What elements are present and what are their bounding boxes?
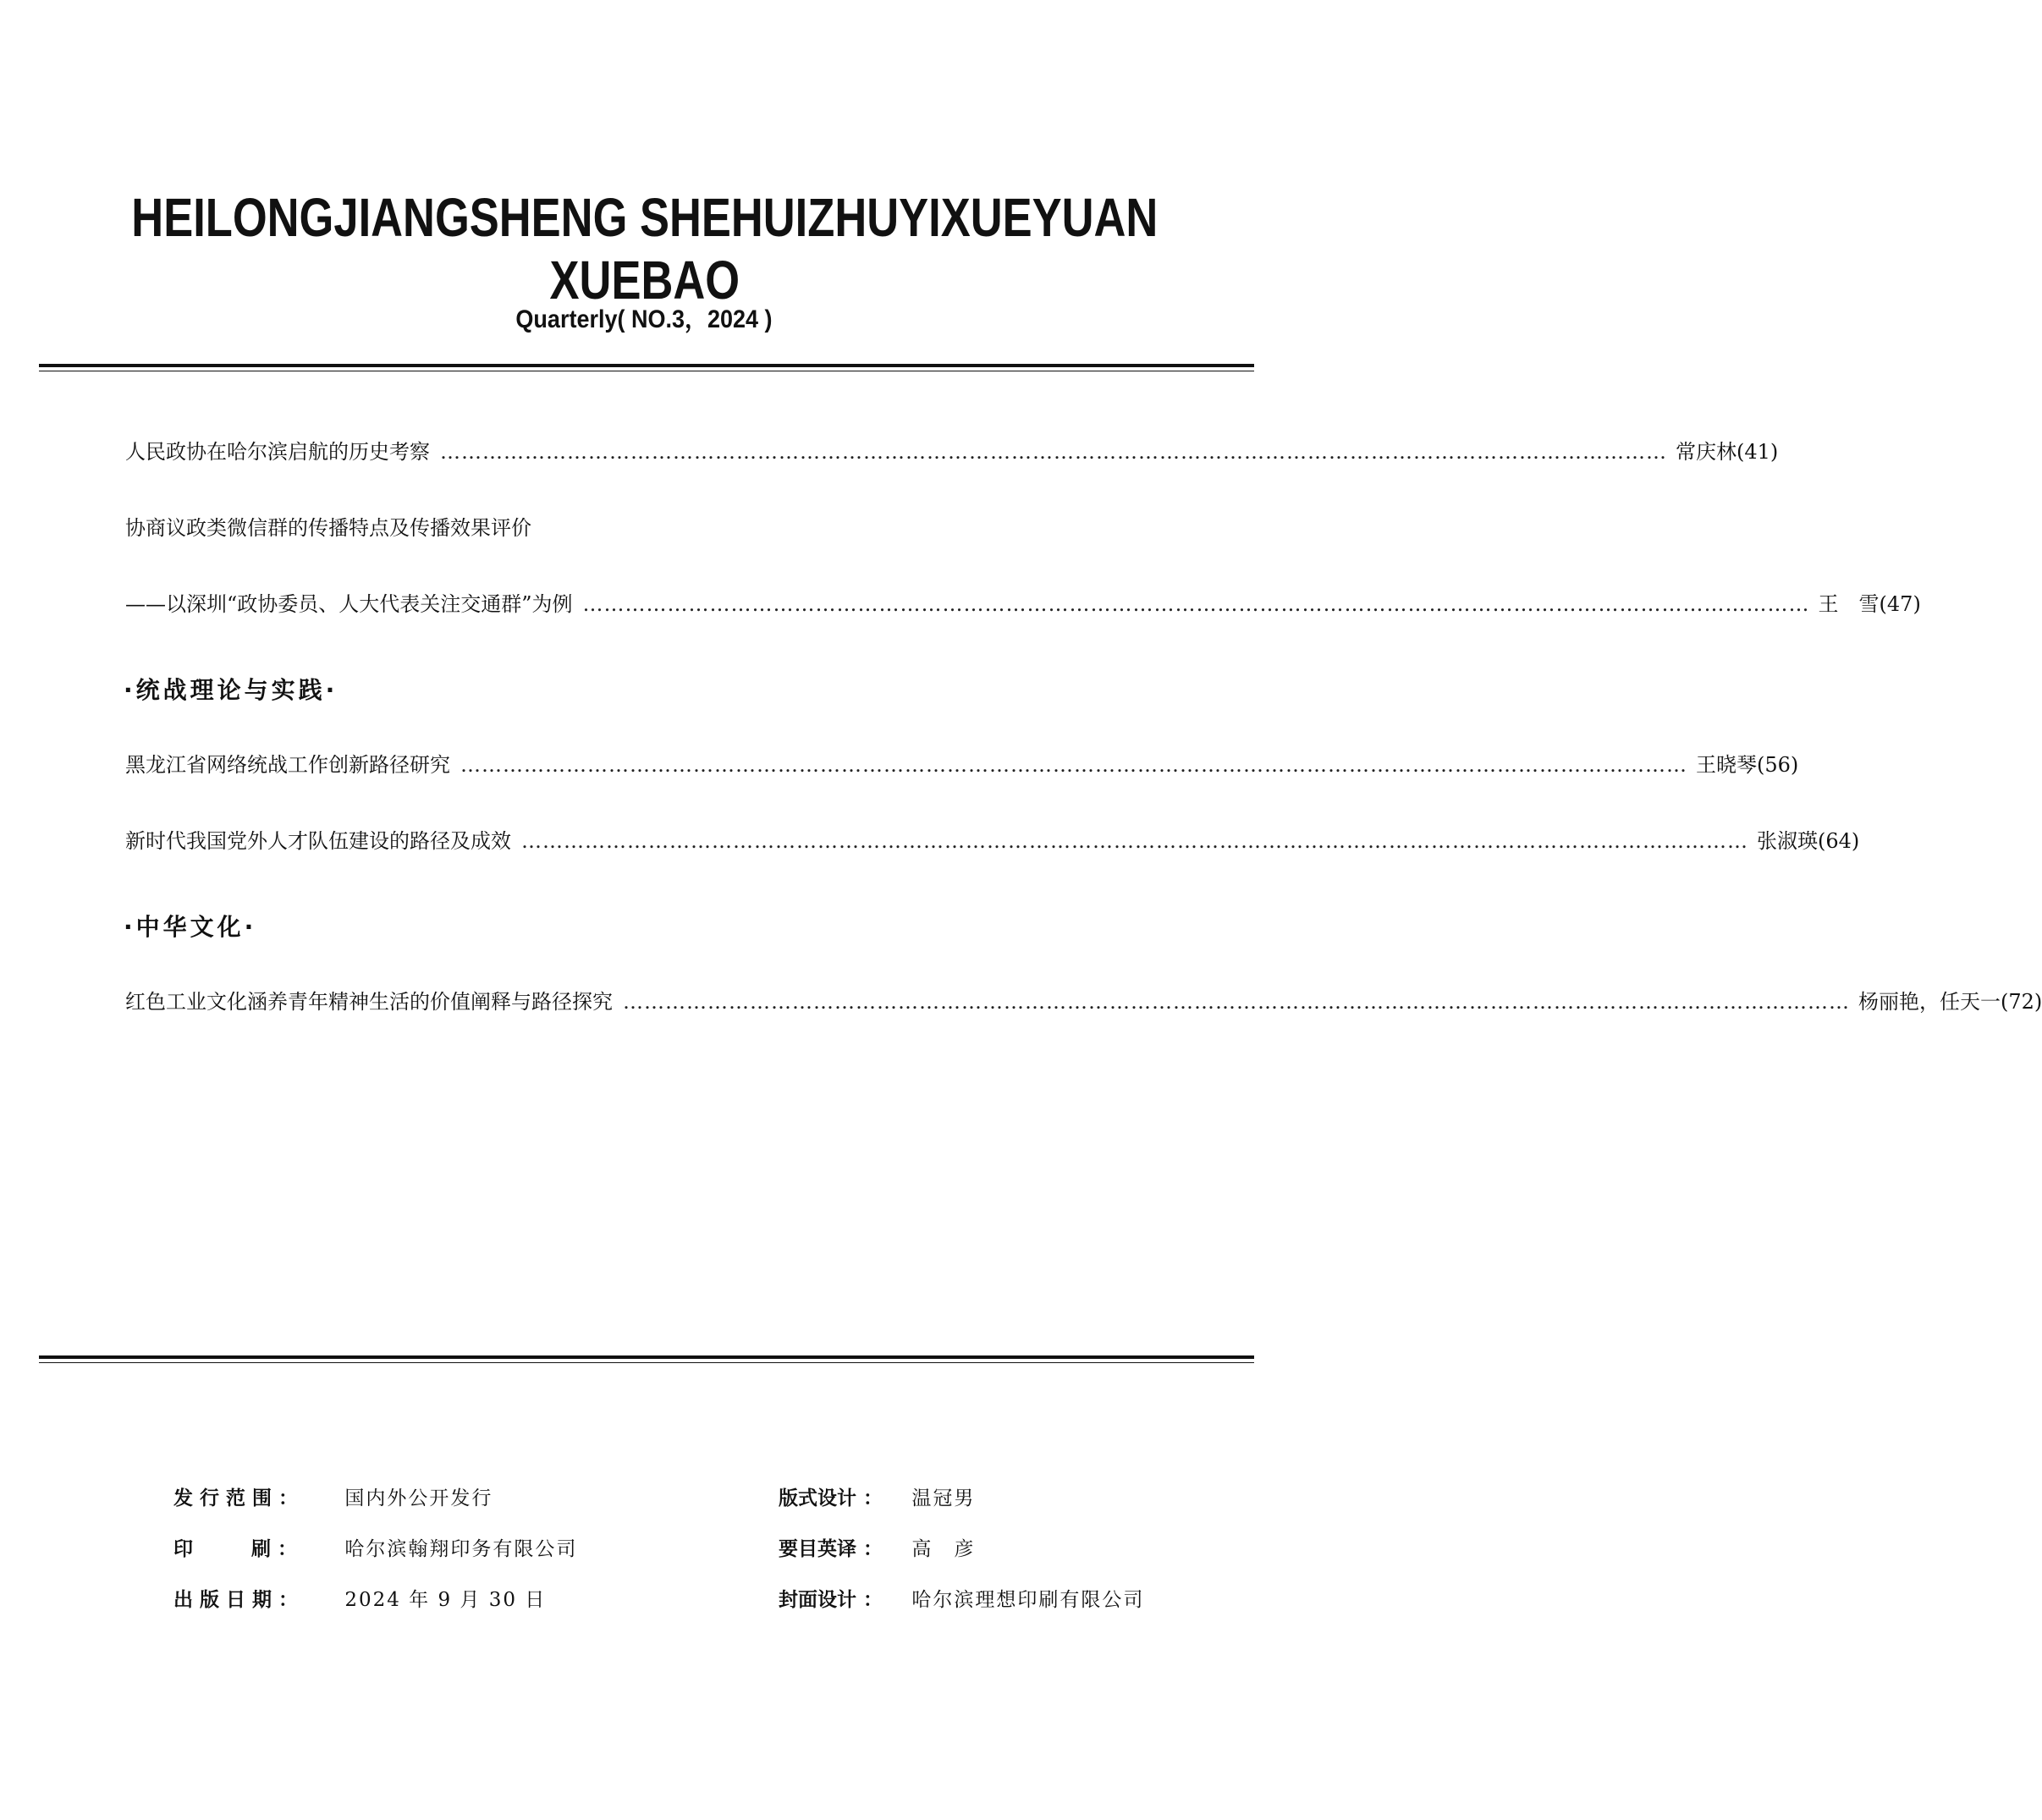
- colophon-label: 出 版 日 期 ：: [173, 1589, 299, 1611]
- colophon-row: [173, 1537, 577, 1562]
- leader-dots: …………………………………………………………………………………………………………………………………………………………: [440, 440, 1667, 464]
- leader-dots: …………………………………………………………………………………………………………………………………………………………: [460, 753, 1687, 777]
- colophon-value: 高 彦: [911, 1538, 976, 1560]
- toc-entry-author: 王晓琴(56): [1696, 753, 1799, 777]
- colophon-value: 2024 年 9 月 30 日: [344, 1589, 547, 1611]
- toc-entry-author: 张淑瑛(64): [1757, 829, 1860, 853]
- toc-entry-author: 王 雪(47): [1818, 592, 1921, 616]
- colophon-row: [173, 1587, 546, 1613]
- colophon-label: 印 刷 ：: [173, 1538, 298, 1560]
- colophon-value: 国内外公开发行: [344, 1487, 493, 1509]
- toc-entry-title: 人民政协在哈尔滨启航的历史考察: [125, 440, 430, 464]
- journal-title: HEILONGJIANGSHENG SHEHUIZHUYIXUEYUAN XUEBAO: [131, 187, 1159, 311]
- toc-entry-title: 红色工业文化涵养青年精神生活的价值阐释与路径探究: [125, 990, 613, 1014]
- colophon-row: [779, 1587, 1144, 1613]
- toc-entry: [125, 988, 2042, 1015]
- colophon-label: 封面设计 ：: [779, 1589, 883, 1611]
- colophon-row: [779, 1537, 975, 1562]
- bottom-rule-thick: [39, 1355, 1254, 1359]
- toc-entry-title: ——以深圳“政协委员、人大代表关注交通群”为例: [125, 592, 573, 616]
- top-rule-thick: [39, 364, 1254, 367]
- leader-dots: …………………………………………………………………………………………………………………………………………………………: [582, 592, 1810, 616]
- toc-entry: [125, 828, 1860, 855]
- leader-dots: …………………………………………………………………………………………………………………………………………………………: [623, 990, 1850, 1014]
- toc-entry-author: 常庆林(41): [1676, 440, 1779, 464]
- leader-dots: …………………………………………………………………………………………………………………………………………………………: [521, 829, 1748, 853]
- toc-entry-title: 协商议政类微信群的传播特点及传播效果评价: [125, 516, 531, 540]
- colophon-label: 要目英译 ：: [779, 1538, 883, 1560]
- toc-entry-title: 新时代我国党外人才队伍建设的路径及成效: [125, 829, 511, 853]
- colophon-value: 温冠男: [911, 1487, 976, 1509]
- section-heading: ·统战理论与实践·: [124, 676, 338, 704]
- toc-entry: [125, 438, 1779, 465]
- colophon-label: 发 行 范 围 ：: [173, 1487, 299, 1509]
- colophon-value: 哈尔滨翰翔印务有限公司: [344, 1538, 578, 1560]
- colophon-row: [779, 1486, 975, 1511]
- colophon-row: [173, 1486, 493, 1511]
- section-heading: ·中华文化·: [124, 913, 257, 941]
- toc-entry-title: 黑龙江省网络统战工作创新路径研究: [125, 753, 450, 777]
- toc-entry: [125, 751, 1799, 778]
- bottom-rule-thin: [39, 1362, 1254, 1363]
- colophon-value: 哈尔滨理想印刷有限公司: [911, 1589, 1145, 1611]
- toc-entry: [125, 591, 1921, 618]
- issue-label: Quarterly( NO.3，2024 ): [515, 305, 773, 333]
- colophon-label: 版式设计 ：: [779, 1487, 883, 1509]
- toc-entry-author: 杨丽艳，任天一(72): [1858, 990, 2042, 1014]
